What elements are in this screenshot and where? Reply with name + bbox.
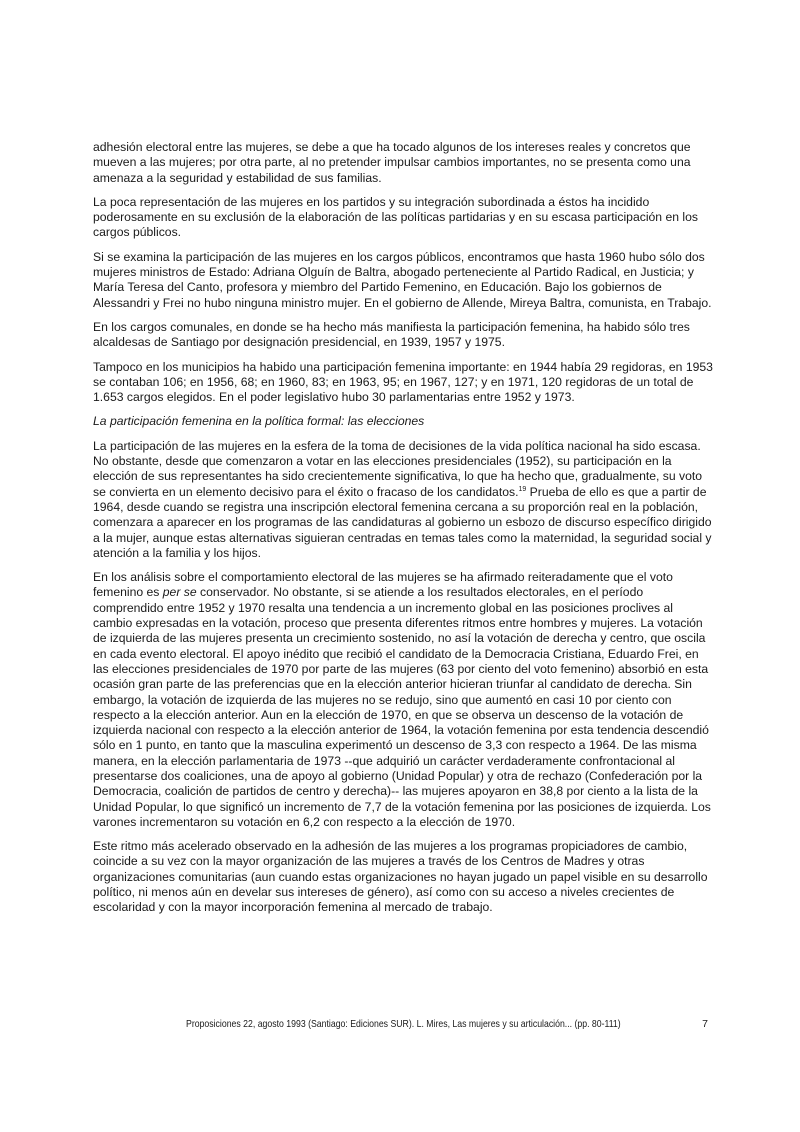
paragraph-text: conservador. No obstante, si se atiende a los resultados electorales, en el período comprendido entre 1952 y 1970 resalta una tendencia a un incremento global en las posiciones proclives al cambio expresadas en la votación, proceso que presenta diferentes ritmos entre hombres y mujeres. La votación de izquierda de las mujeres presenta un crecimiento sostenido, no así la votación de derecha y centro, que oscila en cada evento electoral. El apoyo inédito que recibió el candidato de la Democracia Cristiana, Eduardo Frei, en las elecciones presidenciales de 1970 por parte de las mujeres (63 por ciento del voto femenino) absorbió en esta ocasión gran parte de las preferencias que en la elección anterior hicieran triunfar al candidato de derecha. Sin embargo, la votación de izquierda de las mujeres no se redujo, sino que aumentó en casi 10 por ciento con respecto a la elección anterior. Aun en la elección de 1970, en que se observa un descenso de la votación de izquierda nacional con respecto a la elección anterior de 1964, la votación femenina por esta tendencia descendió sólo en 1 punto, en tanto que la masculina experimentó un descenso de 3,3 con respecto a 1964. De las misma manera, en la elección parlamentaria de 1973 --que adquirió un carácter verdaderamente confrontacional al presentarse dos coaliciones, una de apoyo al gobierno (Unidad Popular) y otra de rechazo (Confederación por la Democracia, coalición de partidos de centro y derecha)-- las mujeres apoyaron en 38,8 por ciento a la lista de la Unidad Popular, lo que significó un incremento de 7,7 de la votación femenina por las posiciones de izquierda. Los varones incrementaron su votación en 6,2 con respecto a la elección de 1970. [93,585,711,829]
paragraph: La poca representación de las mujeres en los partidos y su integración subordinada a éstos ha incidido poderosamente en su exclusión de la elaboración de las políticas partidarias y en su escasa participación en los cargos públicos. [93,194,698,240]
paragraph [93,439,715,561]
paragraph-text: En los análisis sobre el comportamiento electoral de las mujeres se ha afirmado reiteradamente que el voto femenino es [93,570,673,600]
paragraph: adhesión electoral entre las mujeres, se debe a que ha tocado algunos de los intereses reales y concretos que mueven a las mujeres; por otra parte, al no pretender impulsar cambios importantes, no se presenta como una amenaza a la seguridad y estabilidad de sus familias. [93,140,691,185]
footer-citation: Proposiciones 22, agosto 1993 (Santiago: Ediciones SUR). L. Mires, Las mujeres y su articulación... (pp. 80-111) [186,1018,621,1030]
emphasis-text: per se [162,585,197,600]
paragraph [93,570,715,830]
page-footer [186,1018,716,1031]
section-heading: La participación femenina en la política formal: las elecciones [93,414,425,429]
page-number: 7 [702,1018,708,1030]
paragraph-text: Prueba de ello es que a partir de 1964, desde cuando se registra una inscripción electoral femenina cercana a su proporción real en la población, comenzara a aparecer en los programas de las candidaturas al gobierno un esbozo de discurso específico dirigido a la mujer, aunque estas alternativas siguieran centradas en temas tales como la maternidad, la seguridad social y atención a la familia y los hijos. [93,484,712,560]
paragraph: Este ritmo más acelerado observado en la adhesión de las mujeres a los programas propiciadores de cambio, coincide a su vez con la mayor organización de las mujeres a través de los Centros de Madres y otras organizaciones comunitarias (aun cuando estas organizaciones no hayan jugado un papel visible en su desarrollo político, ni menos aún en develar sus intereses de género), así como con su acceso a niveles crecientes de escolaridad y con la mayor incorporación femenina al mercado de trabajo. [93,839,708,915]
paragraph-text: La participación de las mujeres en la esfera de la toma de decisiones de la vida política nacional ha sido escasa. No obstante, desde que comenzaron a votar en las elecciones presidenciales (1952), su participación en la elección de sus representantes ha sido crecientemente significativa, lo que ha hecho que, gradualmente, su voto se convierta en un elemento decisivo para el éxito o fracaso de los candidatos. [93,438,703,499]
body-text [93,140,715,925]
footnote-marker: 19 [518,485,527,493]
paragraph: Si se examina la participación de las mujeres en los cargos públicos, encontramos que hasta 1960 hubo sólo dos mujeres ministros de Estado: Adriana Olguín de Baltra, abogado perteneciente al Partido Radical, en Justicia; y María Teresa del Canto, profesora y miembro del Partido Femenino, en Educación. Bajo los gobiernos de Alessandri y Frei no hubo ninguna ministro mujer. En el gobierno de Allende, Mireya Baltra, comunista, en Trabajo. [93,249,712,310]
paragraph: Tampoco en los municipios ha habido una participación femenina importante: en 1944 había 29 regidoras, en 1953 se contaban 106; en 1956, 68; en 1960, 83; en 1963, 95; en 1967, 127; y en 1971, 120 regidoras de un total de 1.653 cargos elegidos. En el poder legislativo hubo 30 parlamentarias entre 1952 y 1973. [93,359,713,405]
paragraph: En los cargos comunales, en donde se ha hecho más manifiesta la participación femenina, ha habido sólo tres alcaldesas de Santiago por designación presidencial, en 1939, 1957 y 1975. [93,319,690,350]
